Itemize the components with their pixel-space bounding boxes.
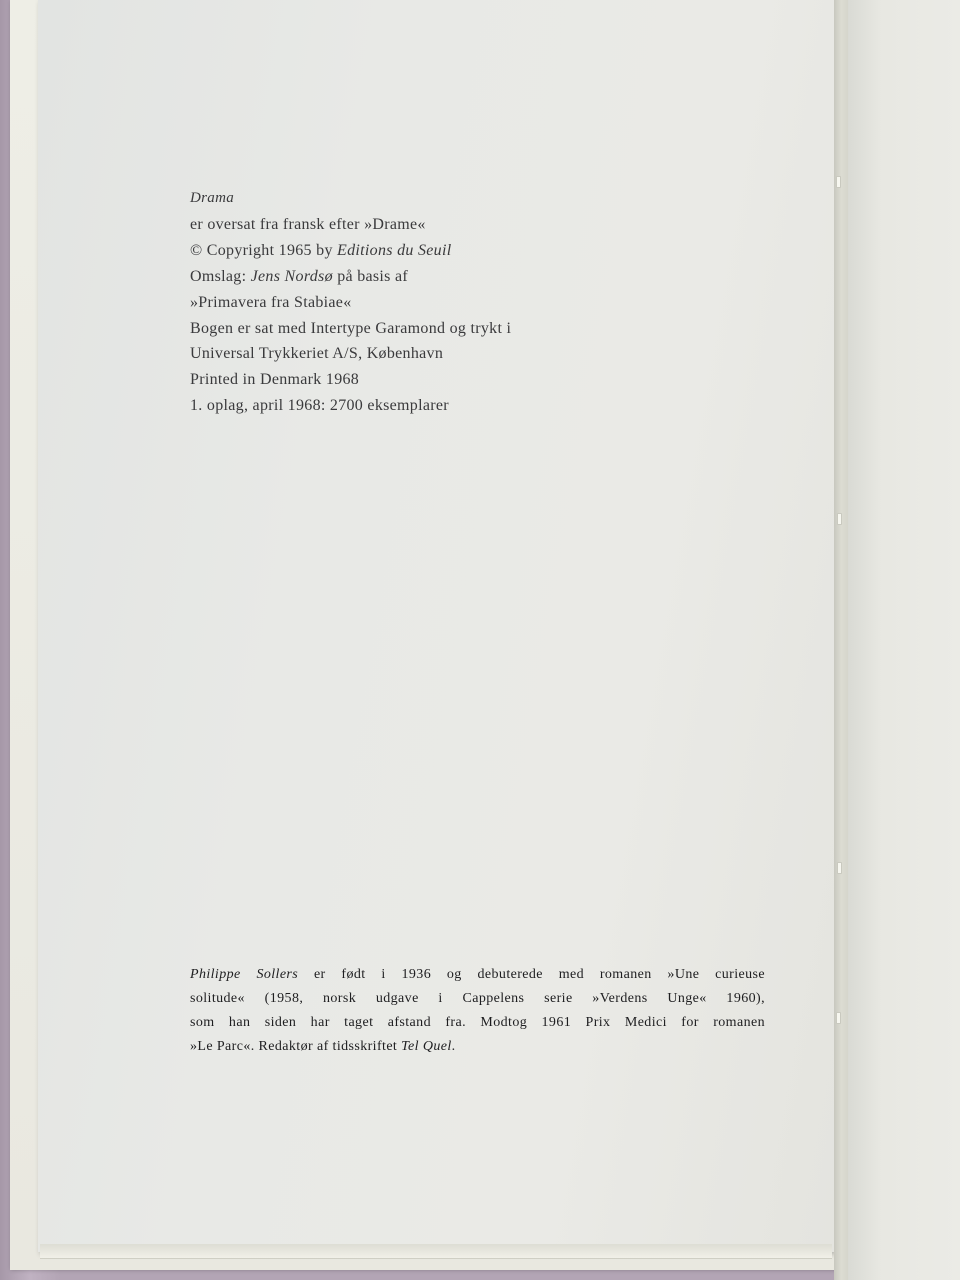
edition-note: 1. oplag, april 1968: 2700 eksemplarer	[190, 397, 449, 415]
translation-note: er oversat fra fransk efter »Drame«	[190, 215, 426, 233]
bio-line-4-end: .	[451, 1039, 456, 1054]
bio-line-4	[190, 1035, 765, 1059]
bio-line-1-text: er født i 1936 og debuterede med romanen »Une curieuse	[298, 967, 765, 982]
publisher-name: Editions du Seuil	[337, 241, 452, 259]
cover-suffix: på basis af	[332, 267, 409, 285]
typeset-note: Bogen er sat med Intertype Garamond og trykt i	[190, 319, 512, 337]
binding-stitch	[836, 176, 841, 188]
bio-line-4-text: »Le Parc«. Redaktør af tidsskriftet	[190, 1039, 402, 1054]
bio-line-1	[190, 963, 765, 987]
cover-artist: Jens Nordsø	[250, 267, 333, 285]
cover-credit-line	[190, 264, 650, 290]
right-page	[848, 0, 960, 1280]
author-name: Philippe Sollers	[190, 967, 299, 982]
page-bottom-edge	[40, 1244, 832, 1259]
author-bio	[190, 963, 765, 1059]
binding-stitch	[837, 513, 842, 525]
binding-stitch	[836, 1012, 841, 1024]
bio-line-3: som han siden har taget afstand fra. Modtog 1961 Prix Medici for romanen	[190, 1015, 765, 1030]
journal-name: Tel Quel	[401, 1039, 452, 1054]
colophon-block	[190, 186, 650, 419]
cover-source: »Primavera fra Stabiae«	[190, 293, 352, 311]
bio-line-2: solitude« (1958, norsk udgave i Cappelens serie »Verdens Unge« 1960),	[190, 991, 765, 1006]
cover-label: Omslag:	[190, 267, 251, 285]
copyright-line	[190, 238, 650, 264]
printer-note: Universal Trykkeriet A/S, København	[190, 345, 444, 363]
binding-stitch	[837, 862, 842, 874]
book-title: Drama	[190, 190, 235, 206]
copyright-text: © Copyright 1965 by	[190, 241, 338, 259]
printed-note: Printed in Denmark 1968	[190, 371, 360, 389]
